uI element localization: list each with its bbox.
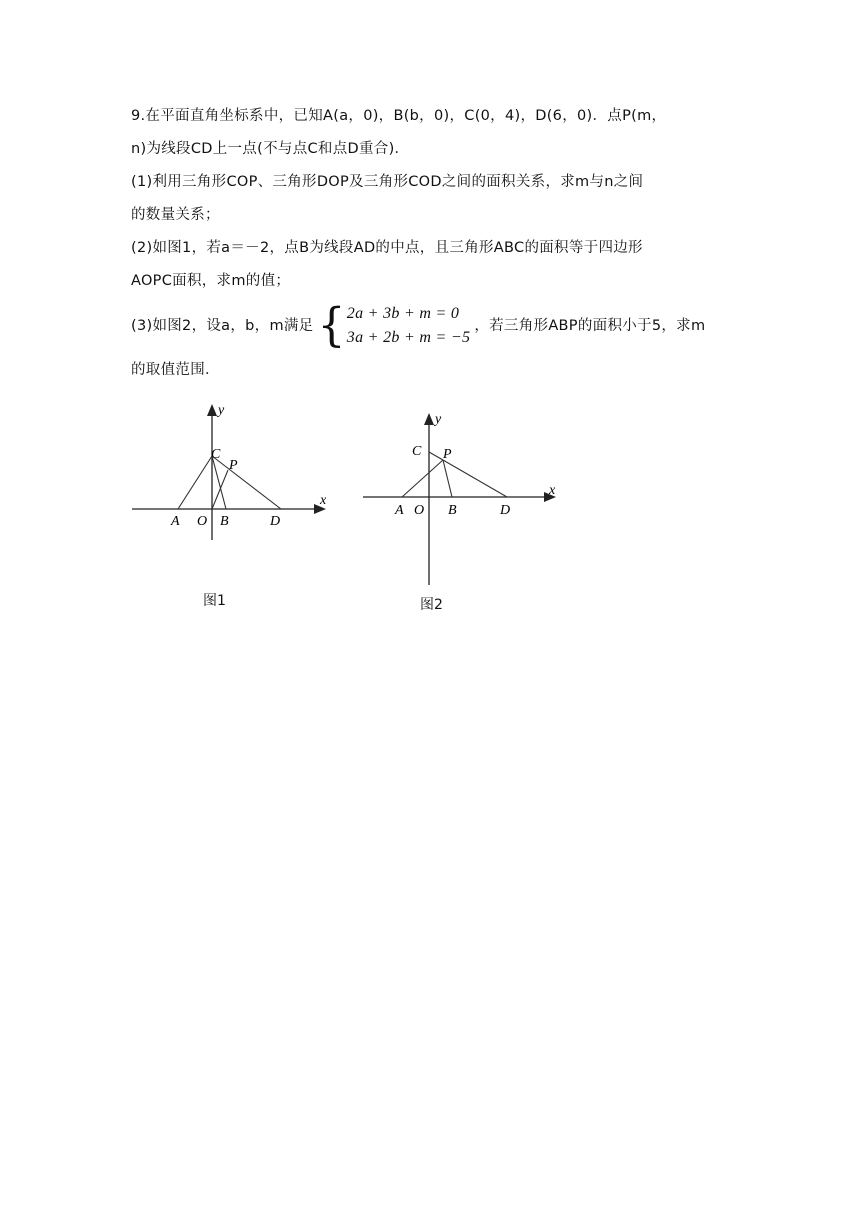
segment-bc	[212, 456, 226, 509]
figure-1	[130, 400, 340, 544]
label-x: x	[320, 493, 327, 508]
problem-line-6: AOPC面积，求m的值；	[131, 273, 291, 289]
label-b: B	[448, 503, 457, 518]
label-x: x	[549, 483, 556, 498]
label-a: A	[171, 514, 180, 529]
label-o: O	[197, 514, 208, 529]
segment-pd	[443, 460, 507, 497]
problem-line-5: (2)如图1，若a＝－2，点B为线段AD的中点，且三角形ABC的面积等于四边形	[131, 240, 643, 256]
label-p: P	[443, 447, 452, 462]
label-y: y	[435, 412, 442, 427]
label-d: D	[500, 503, 511, 518]
segment-bp	[443, 460, 452, 497]
y-axis-arrow	[424, 413, 434, 425]
problem-line-8: 的取值范围．	[131, 362, 220, 378]
figure-2	[360, 405, 570, 594]
problem-text	[131, 100, 737, 387]
segment-ac	[178, 456, 212, 509]
equation-system	[317, 298, 471, 353]
problem-line-1: 9.在平面直角坐标系中，已知A(a，0)，B(b，0)，C(0，4)，D(6，0)．点P(m，	[131, 108, 667, 124]
problem-line-7-prefix: (3)如图2，设a，b，m满足	[131, 317, 314, 334]
equation-1: 2a + 3b + m = 0	[346, 305, 460, 322]
label-p: P	[229, 458, 238, 473]
label-c: C	[211, 447, 221, 462]
label-c: C	[412, 444, 422, 459]
figure-2-diagram	[360, 405, 570, 590]
label-o: O	[414, 503, 425, 518]
brace-symbol: {	[317, 298, 346, 353]
problem-line-7-suffix: ，若三角形ABP的面积小于5，求m	[474, 317, 706, 334]
segment-ap	[402, 460, 443, 497]
figure-2-caption: 图2	[420, 597, 443, 613]
label-a: A	[395, 503, 404, 518]
label-y: y	[218, 403, 225, 418]
problem-line-2: n)为线段CD上一点(不与点C和点D重合)．	[131, 141, 410, 157]
equation-2: 3a + 2b + m = −5	[346, 329, 471, 346]
y-axis-arrow	[207, 404, 217, 416]
figure-1-caption: 图1	[203, 593, 226, 609]
problem-line-3: (1)利用三角形COP、三角形DOP及三角形COD之间的面积关系，求m与n之间	[131, 174, 644, 190]
problem-line-4: 的数量关系；	[131, 207, 220, 223]
problem-line-7	[131, 298, 737, 354]
label-b: B	[220, 514, 229, 529]
segment-cp	[429, 452, 443, 460]
label-d: D	[270, 514, 281, 529]
figure-1-diagram	[130, 400, 340, 540]
segment-op	[212, 470, 228, 509]
